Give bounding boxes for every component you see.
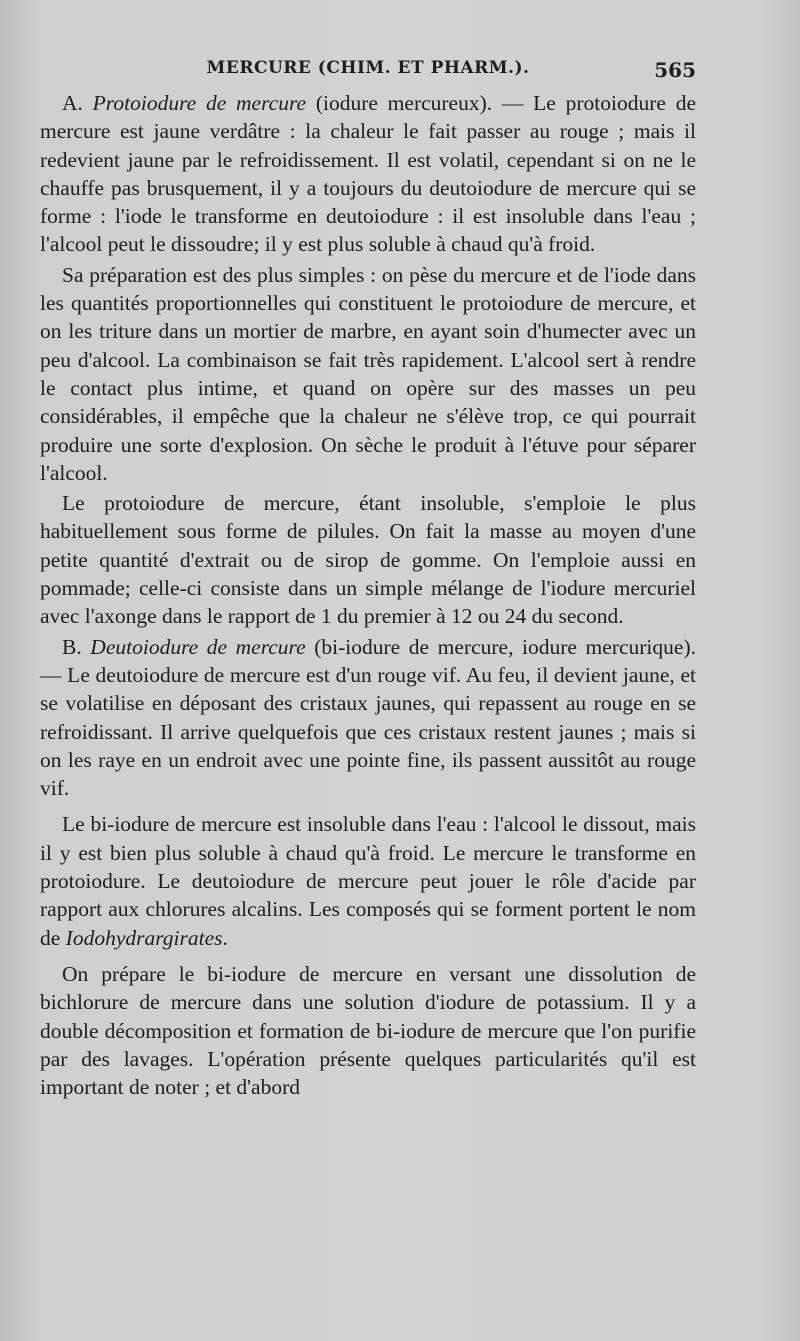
body-text [40, 89, 696, 1103]
paragraph-text: (bi-iodure de mercure, iodure mercurique). — Le deutoiodure de mercure est d'un rouge vif. Au feu, il devient jaune, et se volatilise en déposant des cristaux jaunes, qui repassent au rouge en se refroidissant. Il arrive quelquefois que ces cristaux restent jaunes ; mais si on les raye en un endroit avec une pointe fine, ils passent aussitôt au rouge vif. [40, 634, 696, 801]
page-number: 565 [654, 58, 696, 82]
paragraph-tail: . [222, 925, 228, 950]
paragraph-solubility [40, 810, 696, 951]
paragraph-bi-iodure-preparation [40, 960, 696, 1101]
paragraph-text: Le bi-iodure de mercure est insoluble dans l'eau : l'alcool le dissout, mais il y est bien plus soluble à chaud qu'à froid. Le mercure le transforme en protoiodure. Le deutoiodure de mercure peut jouer le rôle d'acide par rapport aux chlorures alcalins. Les composés qui se forment portent le nom de [40, 812, 696, 950]
paragraph-usage [40, 489, 696, 630]
running-title: MERCURE (CHIM. ET PHARM.). [206, 58, 530, 78]
section-heading: Protoiodure de mercure [92, 91, 307, 115]
section-letter: A. [62, 91, 93, 115]
paragraph-deutoiodure [40, 633, 696, 803]
paragraph-text: (iodure mercureux). — Le protoiodure de mercure est jaune verdâtre : la chaleur le fait passer au rouge ; mais il redevient jaune par le refroidissement. Il est volatil, cependant si on ne le chauffe pas brusquement, il y a toujours du deutoiodure de mercure qui se forme : l'iode le transforme en deutoiodure : il est insoluble dans l'eau ; l'alcool peut le dissoudre; il y est plus soluble à chaud qu'à froid. [40, 91, 696, 257]
section-heading: Deutoiodure de mercure [90, 634, 306, 659]
page-header [40, 58, 696, 88]
section-letter: B. [62, 634, 91, 659]
paragraph-protoiodure [40, 89, 696, 259]
paragraph-preparation [40, 261, 696, 487]
paragraph-text: On prépare le bi-iodure de mercure en versant une dissolution de bichlorure de mercure dans une solution d'iodure de potassium. Il y a double décomposition et formation de bi-iodure de mercure que l'on purifie par des lavages. L'opération présente quelques particularités qu'il est important de noter ; et d'abord [40, 961, 696, 1100]
paragraph-text: Le protoiodure de mercure, étant insoluble, s'emploie le plus habituellement sous forme de pilules. On fait la masse au moyen d'une petite quantité d'extrait ou de sirop de gomme. On l'emploie aussi en pommade; celle-ci consiste dans un simple mélange de l'iodure mercuriel avec l'axonge dans le rapport de 1 du premier à 12 ou 24 du second. [40, 491, 696, 629]
italic-term: Iodohydrargirates [65, 925, 223, 950]
paragraph-text: Sa préparation est des plus simples : on pèse du mercure et de l'iode dans les quantités proportionnelles qui constituent le protoiodure de mercure, et on les triture dans un mortier de marbre, en ayant soin d'humecter avec un peu d'alcool. La combinaison se fait très rapidement. L'alcool sert à rendre le contact plus intime, et quand on opère sur des masses un peu considérables, il empêche que la chaleur ne s'élève trop, ce qui pourrait produire une sorte d'explosion. On sèche le produit à l'étuve pour séparer l'alcool. [40, 262, 696, 485]
